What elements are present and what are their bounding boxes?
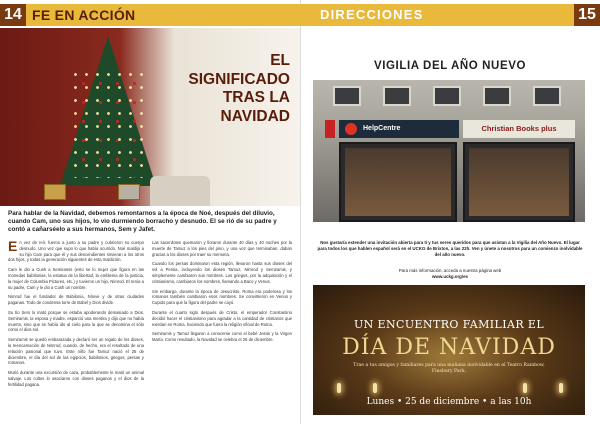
building-window	[483, 86, 511, 106]
event-title: VIGILIA DEL AÑO NUEVO	[373, 60, 527, 72]
section-title: FE EN ACCIÓN	[32, 7, 136, 23]
paragraph: Murió durante una excursión de caza, probablemente le mató un animal salvaje. Los cultos lo asociaron con dioses paganos y el dios de la fertilidad pagana.	[8, 370, 144, 387]
paragraph	[8, 240, 144, 263]
building-window	[383, 86, 411, 106]
paragraph: Nimrod fue el fundador de Babilonia, Nínive y de otras ciudades paganas. Todo de condensa torre de Babel y Dios divide.	[8, 294, 144, 306]
banner-subtitle: UN ENCUENTRO FAMILIAR EL	[353, 318, 545, 331]
invitation-text: Nos gustaría extender una invitación abierta para tí y tus seres queridos para que asistan a la Vigilia del Año Nuevo. El lugar para todos los que hablen español será en el UCKG de Brixton, a las 22h. Ven y únete a nosotros para un comienzo inolvidable del año nuevo.	[317, 240, 583, 258]
left-header-bar	[0, 4, 300, 26]
building-window	[333, 86, 361, 106]
candle-icon	[373, 383, 377, 393]
christian-books-sign: Christian Books plus	[463, 120, 575, 138]
paragraph: Sin embargo, durante la época de Jesucristo, Roma era poderosa y los romanos también cambiaron esos nombres. Se convirtieron en Venus y Cupido para que la figura del padre se cayó.	[152, 288, 292, 306]
info-label: Para más información, acceda a nuestra página web	[398, 268, 502, 273]
candle-icon	[337, 383, 341, 393]
candle-icon	[559, 383, 563, 393]
sign-text: HelpCentre	[363, 125, 401, 132]
christmas-tree-photo	[0, 28, 300, 206]
drop-cap: E	[8, 238, 18, 254]
paragraph: Cam le dio a Cush a Semiramis (esto se lo mujer que figura en las monedas babilonias, la estatua de la libertad, la emblema de la justicia, la mujer de Columbia Pictures, etc.) y tuvieron un hijo, Nimrod. El tenía a su padre, Cam y le dio a Cush un nombre.	[8, 267, 144, 290]
banner-text: Trae a tus amigos y familiares para una mañana inolvidable en el Teatro Rainbow, Finsbury Park.	[353, 363, 545, 374]
tree-ornaments	[70, 68, 150, 178]
candle-icon	[523, 383, 527, 393]
page-number: 15	[574, 4, 600, 26]
more-info	[315, 268, 585, 280]
article-column-2	[152, 240, 292, 347]
red-sign-box	[325, 120, 335, 138]
article-column-1	[8, 240, 144, 392]
article-title	[160, 52, 290, 126]
paragraph: Su tío Sem lo mató porque se estaba apoderando demasiado a Dios. Semiramis, la esposa y madre, esparció una mentira y dijo que no había muerto, sino que se había ido al cielo para la que se denomina el sólo como el dios sol.	[8, 309, 144, 333]
building-window	[433, 86, 461, 106]
shop-window	[345, 148, 451, 216]
page-number: 14	[0, 4, 26, 26]
title-line: SIGNIFICADO	[188, 70, 290, 88]
info-website[interactable]: www.uckg.org/es	[432, 274, 468, 280]
banner-title: DÍA DE NAVIDAD	[342, 335, 556, 360]
paragraph: Semiramis y Tamuz llegaron a conocerse como el bebé Jesús y la Virgen María. Como resultado, la Navidad se celebra el 25 de diciembre.	[152, 331, 292, 343]
paragraph: Cuando los persas dominaron esta región, llevaron hasta sus dioses del sol a Persia, incluyendo los dioses Tamuz, Nimrod y Semiramis, y simplemente cambiaron sus nombres. Los griegos, por la adquisición y el cristianismo, cambiaron los nombres, llamando a Baco y Venus.	[152, 261, 292, 284]
article-lead: Para hablar de la Navidad, debemos remontarnos a la época de Noé, después del diluvio, cuando Cam, uno sus hijos, lo vio durmiendo borracho y desnudo. El se rió de su padre y contó a cañarséelo a sus hermanos, Sem y Jafet.	[8, 210, 277, 234]
title-line: TRAS LA	[222, 89, 290, 106]
shop-front	[339, 142, 457, 222]
gift-box	[44, 184, 66, 200]
shop-window	[469, 148, 569, 216]
paragraph: Durante el cuarto siglo después de Cristo, el emperador Constantino decidió hacer el cristianismo para agradar a la cantidad de cristianos que existían en Roma, haciendo que fuera la religión oficial de Roma.	[152, 309, 292, 327]
shop-front	[463, 142, 575, 222]
section-title: DIRECCIONES	[320, 7, 424, 22]
christmas-banner	[313, 285, 585, 415]
uckg-logo-icon	[345, 123, 357, 135]
paragraph: Semiramis se quedó embarazada y declaró ser un regalo de los dioses, la reencarnación de Nimrod, cuando, de hecho, era el resultado de una relación pasional que tuvo. Este niño fue Tamuz nació el 25 de diciembre, el día del sol de las egipcios, babilonios, griegos, persas y romanos.	[8, 337, 144, 366]
gift-box	[118, 184, 140, 200]
storefront-photo	[313, 80, 585, 222]
sofa	[150, 176, 210, 206]
helpcentre-sign	[339, 120, 459, 138]
title-line: EL	[270, 52, 290, 69]
banner-date: Lunes • 25 de diciembre • a las 10h	[366, 397, 532, 407]
title-line: NAVIDAD	[220, 107, 290, 125]
paragraph: Las sacerdotes quemaron y lloraron durante 40 días y 40 noches por la muerte de Tamuz a los pies del pino, y una vez que terminaban, daban gracias a los dioses por traer su memoria.	[152, 240, 292, 257]
building-window	[533, 86, 561, 106]
right-header-bar	[300, 4, 600, 26]
paragraph-text: n vez de reír, fueron a junto a su padre y cubrieron su cuerpo desnudo. Uno vez que supo lo que había ocurrido, Noé maldijo a su hijo Cam para que él y sus descendientes sirvieran a los otros dos hijos, y todas la generación siguientes de esta maldición.	[8, 240, 144, 263]
